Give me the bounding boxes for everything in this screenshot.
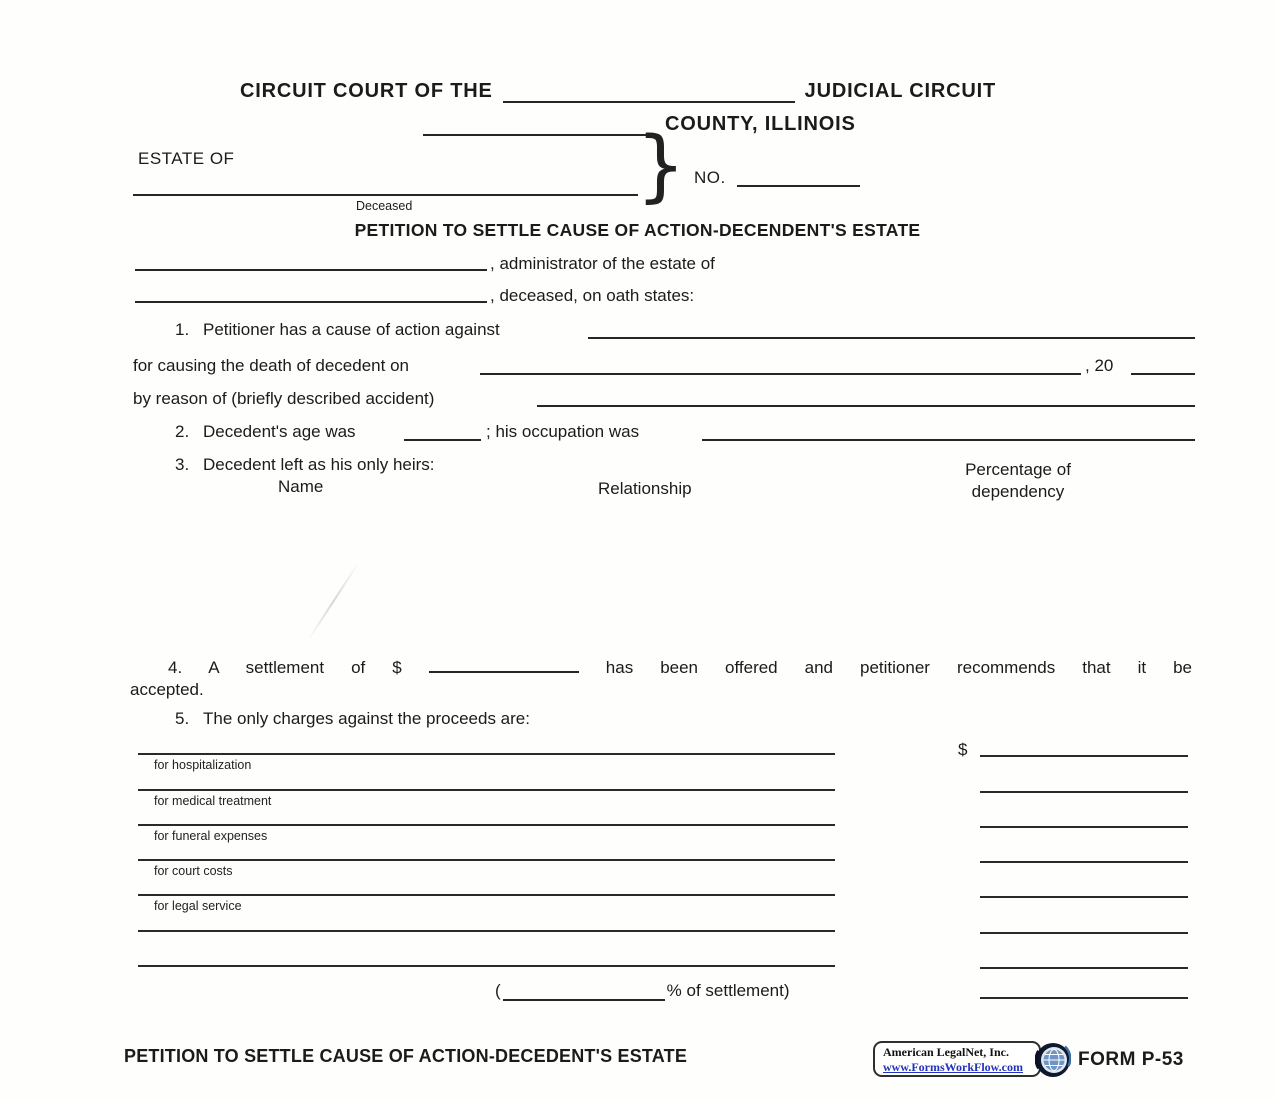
publisher-name: American LegalNet, Inc. [883,1045,1009,1059]
publisher-url-link[interactable]: www.FormsWorkFlow.com [883,1060,1023,1074]
court-title-suffix: JUDICIAL CIRCUIT [804,80,996,102]
age-blank-field[interactable] [404,439,481,441]
item3-text [175,455,435,475]
scan-artifact [307,563,359,641]
charge-row-hospitalization [138,753,835,772]
charge-label: for medical treatment [154,794,272,808]
dollar-sign: $ [958,740,968,759]
item4-continuation: accepted. [130,680,204,699]
county-state-label: COUNTY, ILLINOIS [665,113,856,135]
item3-number: 3. [175,455,190,474]
charge-row-funeral [138,824,835,843]
item5-number: 5. [175,709,190,728]
charge-label: for legal service [154,899,242,913]
administrator-name-blank-field[interactable] [135,269,487,271]
charge-amount-blank-field[interactable] [980,755,1188,757]
accident-reason-text: by reason of (briefly described accident) [133,389,435,408]
item4-text [168,658,1192,678]
caption-brace-icon: } [636,121,686,211]
item2-body-a: Decedent's age was [203,422,356,441]
charge-amount-blank-field[interactable] [980,791,1188,793]
occupation-blank-field[interactable] [702,439,1195,441]
charge-label: for funeral expenses [154,829,268,843]
item2-number: 2. [175,422,190,441]
item1-body: Petitioner has a cause of action against [203,320,500,339]
heirs-col-relationship: Relationship [598,479,692,498]
footer-form-title: PETITION TO SETTLE CAUSE OF ACTION-DECEDENT'S ESTATE [124,1046,688,1066]
item4-number: 4. [168,658,183,677]
oath-text: , deceased, on oath states: [490,286,695,305]
percent-open-paren: ( [495,981,501,1000]
form-number: FORM P-53 [1078,1049,1184,1070]
charge-amount-blank-field[interactable] [980,861,1188,863]
charge-label [138,967,835,970]
year-blank-field[interactable] [1131,373,1195,375]
charge-label: for court costs [154,864,233,878]
item3-body: Decedent left as his only heirs: [203,455,435,474]
charge-amount-blank-field[interactable] [980,967,1188,969]
percent-blank-field[interactable] [503,988,665,1001]
item2-body-b: ; his occupation was [486,422,640,441]
form-title: PETITION TO SETTLE CAUSE OF ACTION-DECENDENT'S ESTATE [354,220,921,240]
administrator-text: , administrator of the estate of [490,254,715,273]
estate-of-label: ESTATE OF [138,149,235,168]
year-prefix-text: , 20 [1085,356,1114,375]
charge-label: for hospitalization [154,758,252,772]
deceased-caption-label: Deceased [356,199,413,213]
court-title-prefix: CIRCUIT COURT OF THE [240,80,493,102]
case-number-label: NO. [694,168,726,187]
item1-text [175,320,500,340]
charge-amount-blank-field[interactable] [980,932,1188,934]
settlement-amount-blank-field[interactable] [429,660,579,673]
publisher-stamp-box [873,1041,1041,1077]
charge-row-legal-service [138,894,835,913]
accident-description-blank-field[interactable] [537,405,1195,407]
heirs-col-name: Name [278,477,324,496]
deceased-name-blank-field[interactable] [135,301,487,303]
judicial-circuit-blank-field[interactable] [503,87,795,103]
decedent-name-blank-field[interactable] [133,194,638,196]
item5-text [175,709,530,729]
item4-prefix: A settlement of $ [208,658,402,677]
charge-amount-blank-field[interactable] [980,997,1188,999]
cause-of-action-blank-field[interactable] [588,337,1195,339]
court-caption-line1 [240,80,996,103]
publisher-globe-icon [1035,1042,1071,1078]
charge-label [138,932,835,935]
charge-row-court-costs [138,859,835,878]
charge-row-medical [138,789,835,808]
charge-amount-blank-field[interactable] [980,896,1188,898]
charge-row-extra-1 [138,930,835,935]
case-number-blank-field[interactable] [737,185,860,187]
county-blank-field[interactable] [423,120,655,136]
charge-row-extra-2 [138,965,835,970]
death-date-blank-field[interactable] [480,373,1081,375]
item2-text [175,422,356,442]
item1-number: 1. [175,320,190,339]
charge-amount-blank-field[interactable] [980,826,1188,828]
heirs-col-percentage: Percentage of dependency [965,460,1071,502]
death-date-text: for causing the death of decedent on [133,356,409,375]
percent-of-settlement-row [495,981,790,1001]
item5-body: The only charges against the proceeds are: [203,709,530,728]
percent-suffix-text: % of settlement) [666,981,790,1000]
item4-suffix: has been offered and petitioner recommends that it be [605,658,1192,677]
